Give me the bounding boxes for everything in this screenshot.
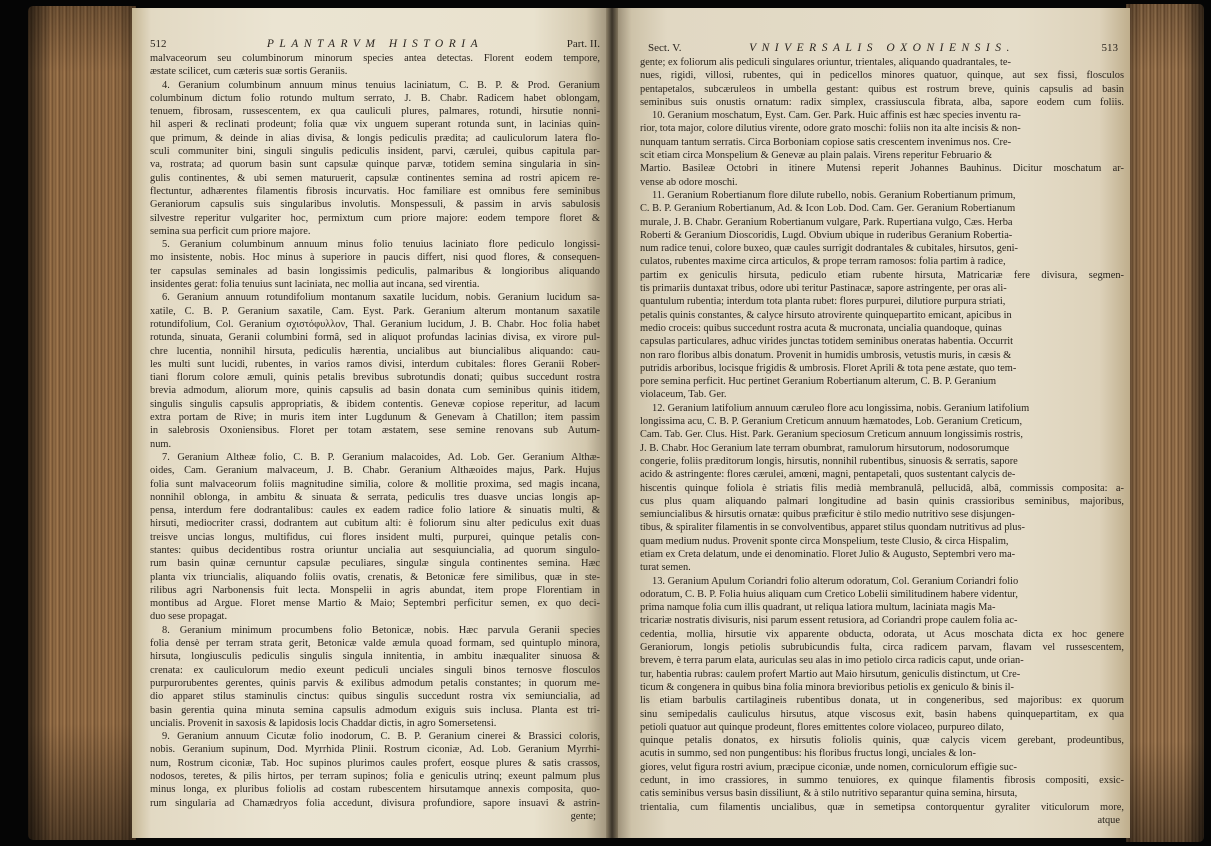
- running-title: PLANTARVM HISTORIA: [266, 38, 484, 50]
- text-line: basin gerentia quina minuta semina capsulis admodum exiguis suis inclusa. Planta est tri-: [150, 704, 600, 716]
- text-line: 12. Geranium latifolium annuum cæruleo flore acu longissima, nobis. Geranium latifolium: [652, 402, 1030, 414]
- text-line-row: [640, 681, 1124, 694]
- text-line: num radice tenui, colore buxeo, quæ caules surrigit dodrantales & cubitales, hirsutos, geni-: [640, 243, 1019, 255]
- text-line: congerie, foliis præditorum longis, hirsutis, nonnihil rubentibus, sinuosis & serratis, sapore: [640, 455, 1018, 467]
- text-line: Roberti & Geranium Dioscoridis, Lugd. Obvium ubique in ruderibus Geranium Robertia-: [640, 229, 1013, 241]
- text-line: sinu semipedalis cauliculus hirsutus, atque viscosus exit, basin habens quinquepartitam, ex qua: [640, 708, 1124, 720]
- text-line: 11. Geranium Robertianum flore dilute rubello, nobis. Geranium Robertianum primum,: [652, 189, 1016, 201]
- text-line: extra portam de Rive; in muris item inter Lugdunum & Genevam à Chatillon; item passim: [150, 412, 600, 424]
- spine-gutter: [606, 8, 618, 838]
- text-line-row: [150, 411, 600, 424]
- text-line: chre lucentia, nonnihil hirsuta, pediculis hærentia, uncialibus aut biuncialibus aliquando: cau-: [150, 345, 600, 357]
- text-line: rum basin quinæ cernuntur capsulæ peculiares, singulæ singula continentes semina. Hæc: [150, 558, 600, 570]
- text-line: partim ex geniculis hirsuta, pediculo etiam rubente hirsuta, Matricariæ fere divisura, segmen-: [640, 269, 1124, 281]
- paragraph: [150, 451, 600, 624]
- text-line: singulis singulis capsulis appropriatis, & ibidem contentis. Genevæ copiose reperitur, ad lacum: [150, 398, 600, 410]
- running-title: VNIVERSALIS OXONIENSIS.: [749, 42, 1015, 54]
- text-line: hil asperi & reclinati prodeunt; folia quæ vix unguem superant rotunda sunt, in lacinias quin-: [150, 119, 600, 131]
- text-line: nues, rigidi, villosi, rubentes, qui in pedicellos minores quatuor, quinque, aut sex fissi, flosculos: [640, 70, 1124, 82]
- text-line: brevia admodum, aliorum more, quinis capsulis ad basin donata cum seminibus quinis itidem,: [150, 385, 600, 397]
- page-number: 512: [150, 38, 167, 50]
- paragraph: [150, 238, 600, 291]
- text-line-row: [640, 694, 1124, 707]
- text-line: minus longa, ex pluribus foliolis ad costam rubescentem hirsutamque annexis composita, quo-: [150, 784, 600, 796]
- text-line-row: [150, 531, 600, 544]
- text-line: etiam ex Creta delatum, unde ei denominatio. Floret Julio & Augusto, Septembri vero ma-: [640, 548, 1016, 560]
- text-line: medio croceis: quibus succedunt rostra acuta & mucronata, uncialia quandoque, quinas: [640, 322, 1002, 334]
- running-head-left: [150, 37, 600, 51]
- text-line: turat semen.: [640, 562, 691, 574]
- text-line: flectuntur, adhærentes filamentis fibrosis incurvatis. Hoc familiare est omnibus fere seminibus: [150, 185, 600, 197]
- text-line: 8. Geranium minimum procumbens folio Betonicæ, nobis. Hæc parvula Geranii species: [162, 624, 600, 636]
- text-line-row: [150, 198, 600, 211]
- text-line-row: [150, 185, 600, 198]
- text-line-row: [150, 278, 600, 291]
- text-line: Geraniorum, longis petiolis subrubicundis fulta, circa radicem parvam, flavam vel russescentem,: [640, 642, 1124, 654]
- text-line: pore semina perficit. Huc pertinet Geranium Robertianum alterum, C. B. P. Geranium: [640, 376, 997, 388]
- text-line: tibus, & spiraliter filamentis in se convolventibus, apparet stilus quondam nutritivus ad plus-: [640, 522, 1025, 534]
- text-line-row: [640, 588, 1124, 601]
- text-line: malvaceorum seu columbinorum minorum species antea detectas. Florent eodem tempore,: [150, 53, 600, 64]
- paragraph: [640, 575, 1124, 814]
- text-line-row: [150, 92, 600, 105]
- page-number: 513: [1101, 42, 1118, 54]
- text-line: pentapetalos, subcæruleos in umbella gestant: quibus est rostrum breve, quinis capsulis ad basin: [640, 83, 1124, 95]
- text-line-row: [640, 388, 1124, 401]
- text-line-row: [640, 428, 1124, 441]
- text-line: rotundifolium, Col. Geranium σχιστόφυλλον, Thal. Geranium lucidum, J. B. Chabr. Hoc folia habet: [150, 318, 600, 330]
- text-line: 9. Geranium annuum Cicutæ folio inodorum, C. B. P. Geranium cinerei & Brassici coloris,: [162, 731, 600, 743]
- text-line: tenuem, fibrosam, russescentem, ex qua cauliculi plures, palmares, rotundi, hirsutie nonni-: [150, 106, 600, 118]
- text-line: cus plus quam aliquando palmari longitudine ad basin quinis crassioribus seminibus, majoribus,: [640, 495, 1124, 507]
- text-line-row: [640, 295, 1124, 308]
- text-line-row: [640, 269, 1124, 282]
- text-line: folia sunt malvaceorum foliis magnitudine similia, colore & mollitie proxima, sed magis incana,: [150, 478, 600, 490]
- text-line: nobis. Geranium supinum, Dod. Myrrhida Plinii. Rostrum ciconiæ, Ad. Lob. Geranium Myrrhi-: [150, 744, 600, 756]
- text-line-row: [640, 548, 1124, 561]
- text-line: columbinum dictum folio rotundo multum serrato, J. B. Chabr. Radicem habet oblongam,: [150, 92, 600, 104]
- text-line-row: [150, 384, 600, 397]
- text-line: culatos, rubentes maxime circa articulos, & prope terram ramosos: folia partim à radice,: [640, 256, 1006, 268]
- text-line-row: [150, 690, 600, 703]
- text-line-row: [150, 345, 600, 358]
- text-line: gulis continentes, & ubi semen maturuerit, capsulæ continentes semina ad rostri apicem re-: [150, 172, 600, 184]
- text-line-row: [640, 402, 1124, 415]
- text-line: violaceum, Tab. Ger.: [640, 389, 727, 401]
- text-line-row: [150, 664, 600, 677]
- catchword: gente;: [570, 810, 596, 822]
- text-line: hirsuta, longiusculis pediculis singulis singula innitentia, in ambitu inæqualiter sinuosa &: [150, 651, 600, 663]
- text-line-row: [640, 442, 1124, 455]
- text-line-row: [150, 584, 600, 597]
- text-line: folia densè per terram strata gerit, Betonicæ valde æmula quoad formam, sed quintuplo minora,: [150, 638, 600, 650]
- text-line: xatile, C. B. P. Geranium saxatile, Cam. Eyst. Park. Geranium alterum montanum saxatile: [150, 305, 600, 317]
- text-line-row: [640, 801, 1124, 814]
- text-line: tur, habentia rubras: caulem profert Martio aut Maio hirsutum, geniculis distinctum, ut Cre-: [640, 668, 1021, 680]
- text-line: 13. Geranium Apulum Coriandri folio alterum odoratum, Col. Geranium Coriandri folio: [652, 575, 1019, 587]
- text-line: silvestre reperitur vulgariter hoc, permixtum cum priore majore: eodem tempore floret &: [150, 212, 600, 224]
- text-line-row: [640, 761, 1124, 774]
- text-line: rum singularia ad Chamædryos folia accedunt, divisura profundiore, sapore insuavi & astrin-: [150, 797, 600, 809]
- text-line-row: [640, 122, 1124, 135]
- text-line: J. B. Chabr. Hoc Geranium late terram obumbrat, ramulorum hirsutorum, nodosorumque: [640, 442, 1010, 454]
- text-line-row: [640, 162, 1124, 175]
- text-line: rotunda, sinuata, Geranii columbini formâ, sed in aliquot profundas lacinias divisa, ex virore pul-: [150, 332, 600, 344]
- text-line: que primum, & deinde in alias divisa, & longis pediculis prædita; ad cauliculorum latera flo-: [150, 132, 600, 144]
- text-line: Cam. Tab. Ger. Clus. Hist. Park. Geranium speciosum Creticum annuum longissimis rostris,: [640, 429, 1023, 441]
- text-line-row: [640, 508, 1124, 521]
- text-line: lis etiam barbulis cartilagineis rubentibus donata, ut in congeneribus, sed majoribus: ex quorum: [640, 695, 1124, 707]
- text-line-row: [640, 136, 1124, 149]
- text-line: ticum & congenera in quibus bina folia minora brevioribus petiolis ex geniculo & binis il-: [640, 681, 1014, 693]
- text-line: rilibus agri Narbonensis fuit lecta. Monspelii in agris abundat, item prope Florentiam in: [150, 584, 600, 596]
- text-line-row: [640, 601, 1124, 614]
- text-line-row: [150, 571, 600, 584]
- text-line: num.: [150, 438, 172, 450]
- text-line-row: [150, 438, 600, 451]
- text-line-row: [640, 415, 1124, 428]
- text-line-row: [150, 770, 600, 783]
- text-line: montibus ad Argue. Floret mense Martio & Maio; Septembri perficitur semen, ex quo deci-: [150, 598, 600, 610]
- text-line-row: [640, 734, 1124, 747]
- text-line-row: [640, 202, 1124, 215]
- text-line-row: [640, 708, 1124, 721]
- text-line-row: [150, 797, 600, 810]
- text-line-row: [640, 575, 1124, 588]
- text-line: Geraniorum capsulis suis singularibus involutis. Monspessuli, & passim in arvis sabulosis: [150, 199, 600, 211]
- paragraph: [150, 624, 600, 730]
- left-page-text: [150, 52, 600, 823]
- text-line-row: [640, 628, 1124, 641]
- text-line: quinque petalis donatos, ex hirsutis foliolis quinis, quæ calycis vicem gerebant, prodeuntibus,: [640, 735, 1124, 747]
- text-line-row: [150, 757, 600, 770]
- text-line: hirsuti, mediocriter crassi, dodrantem aut cubitum alti: è foliorum sinu alter pediculus exit duas: [150, 518, 600, 530]
- text-line: mo insistente, nobis. Hoc minus à superiore in paucis differt, nisi quod flores, & consequen-: [150, 252, 600, 264]
- text-line-row: [150, 730, 600, 743]
- text-line: brevem, è terra parum elata, auriculas seu alas in imo petiolo circa radicis caput, unde orian-: [640, 655, 1024, 667]
- text-line: odoratum, C. B. P. Folia huius aliquam cum Cretico Lobelii similitudinem habere videntur,: [640, 588, 1018, 600]
- text-line: trientalia, cum filamentis uncialibus, quæ in semetipsa contorquentur gyraliter viticulorum more,: [640, 801, 1124, 813]
- text-line-row: [150, 451, 600, 464]
- text-line: purpurorubentes gerentes, quinis parvis & exilibus admodum petalis constantes; in quorum me-: [150, 677, 600, 689]
- text-line-row: [640, 69, 1124, 82]
- text-line-row: [150, 624, 600, 637]
- text-line-row: [640, 229, 1124, 242]
- text-line-row: [150, 145, 600, 158]
- text-line-row: [640, 282, 1124, 295]
- text-line: seminibus suis onustis ornatum: radix simplex, crassiuscula fibrata, alba, sapore eodem cum foliis.: [640, 96, 1124, 108]
- text-line: giores, velut figura rostri avium, præcipue ciconiæ, unde nomen, corniculorum effigie suc-: [640, 761, 1017, 773]
- text-line: semina sua perficit cum priore majore.: [150, 225, 311, 237]
- text-line-row: [640, 309, 1124, 322]
- text-line: vense ab odore moschi.: [640, 176, 738, 188]
- paragraph: [640, 402, 1124, 575]
- text-line-row: [150, 504, 600, 517]
- text-line: acutis in summo, sed non pungentibus: his floribus fructus longi, unciales & lon-: [640, 748, 976, 760]
- text-line-row: [640, 349, 1124, 362]
- text-line: va, rostrata; ad quorum basin sunt capsulæ quinque parvæ, totidem semina singularia in sin-: [150, 159, 600, 171]
- text-line-row: [150, 637, 600, 650]
- text-line: planta vix triuncialis, aliquando foliis ovatis, crenatis, & Betonicæ fere similibus, quæ in ste-: [150, 571, 600, 583]
- text-line: capsulas particulares, adhuc virides junctas totidem seminibus oneratas habentia. Occurrit: [640, 336, 1014, 348]
- text-line: hiscentis quinque foliola è striatis filis medià membranulâ, pellucidâ, albâ, commissis composita: a-: [640, 482, 1124, 494]
- text-line-row: [150, 52, 600, 65]
- text-line-row: [150, 172, 600, 185]
- paragraph: [640, 109, 1124, 189]
- text-line-row: [150, 371, 600, 384]
- text-line-row: [150, 478, 600, 491]
- text-line-row: [150, 398, 600, 411]
- text-line: crenata: ex cauliculorum medio exeunt pediculi unciales singuli binos ternosve flosculos: [150, 664, 600, 676]
- text-line: treisve uncias longus, multifidus, cui flores insident multi, purpurei, quinque petalis con-: [150, 531, 600, 543]
- text-line-row: [640, 521, 1124, 534]
- text-line: quantulum rubentia; interdum tota planta rubet: flores purpurei, dilutiore purpura striati,: [640, 296, 1006, 308]
- text-line: 6. Geranium annuum rotundifolium montanum saxatile lucidum, nobis. Geranium lucidum sa-: [162, 292, 600, 304]
- fore-edge-right: [1126, 4, 1204, 842]
- text-line-row: [150, 704, 600, 717]
- text-line: nonnihil oblonga, in ambitu & sinuata & serrata, pediculis tres duasve uncias longis ap-: [150, 491, 600, 503]
- text-line-row: [640, 83, 1124, 96]
- text-line: tis primariis duntaxat tribus, odore ubi teritur Pastinacæ, sapore astringente, per oras ali-: [640, 283, 1007, 295]
- paragraph: [150, 79, 600, 239]
- text-line-row: [640, 535, 1124, 548]
- text-line-row: [640, 654, 1124, 667]
- text-line-row: [150, 225, 600, 238]
- text-line: insidentes gerat: folia tenuius sunt laciniata, nec mollia aut incana, sed virentia.: [150, 279, 480, 291]
- text-line-row: [150, 318, 600, 331]
- text-line: C. B. P. Geranium Robertianum, Ad. & Icon Lob. Dod. Cam. Ger. Geranium Robertianum: [640, 203, 1016, 215]
- text-line: 7. Geranium Altheæ folio, C. B. P. Geranium malacoides, Ad. Lob. Ger. Geranium Althæ-: [162, 451, 600, 463]
- text-line: murale, J. B. Chabr. Geranium Robertianum vulgare, Park. Rupertiana vulgo, Cæs. Herba: [640, 216, 1013, 228]
- text-line-row: [150, 743, 600, 756]
- text-line: cedentia, mollia, hirsutie vix apparente obducta, odorata, ut Acus moschata dicta ex hoc genere: [640, 628, 1124, 640]
- text-line-row: [640, 495, 1124, 508]
- text-line-row: [150, 291, 600, 304]
- catchword: atque: [1097, 814, 1120, 826]
- text-line: petioli quatuor aut quinque prodeunt, flores emittentes colore violaceo, purpureo dilato,: [640, 721, 1004, 733]
- text-line-row: [640, 774, 1124, 787]
- text-line-row: [640, 375, 1124, 388]
- text-line: longissima acu, C. B. P. Geranium Creticum annuum hæmatodes, Lob. Geranium Creticum,: [640, 416, 1023, 428]
- text-line: putridis arboribus, locisque frigidis & umbrosis. Floret Aprili & tota pene æstate, quo tem-: [640, 362, 1017, 374]
- text-line: Martio. Basileæ Octobri in itinere Mutensi reperit Johannes Bauhinus. Dicitur moschatum ar-: [640, 163, 1124, 175]
- text-line-row: [640, 641, 1124, 654]
- text-line-row: [640, 614, 1124, 627]
- text-line: petalis quinis constantes, & calyce hirsuto atrovirente quinquepartito emicant, apicibus in: [640, 309, 1012, 321]
- text-line: æstate scilicet, cum cæteris suæ sortis Geraniis.: [150, 66, 348, 78]
- text-line: ter capsulas seminales ad basin longissimis pediculis, palmaribus & longioribus aliquando: [150, 265, 600, 277]
- text-line-row: [150, 517, 600, 530]
- text-line-row: [150, 783, 600, 796]
- text-line: sculi communiter bini, singuli singulis pediculis insident, parvi, cærulei, quibus capitula par-: [150, 146, 600, 158]
- text-line-row: [150, 650, 600, 663]
- text-line-row: [150, 491, 600, 504]
- text-line-row: [150, 105, 600, 118]
- text-line: catis seminibus versus basin dissiliunt, & à stilo nutritivo separantur quina semina, hirsuta,: [640, 788, 1018, 800]
- text-line-row: [150, 132, 600, 145]
- text-line-row: [150, 212, 600, 225]
- text-line: pensa, interdum fere dodrantalibus: caules ex eadem radice folio latiore & sinuatis multi, &: [150, 505, 600, 517]
- text-line: stantes: quibus decidentibus rostra oriuntur uncialia aut sesquiuncialia, ad quorum singulo-: [150, 544, 600, 556]
- text-line-row: [640, 747, 1124, 760]
- continued-paragraph: [640, 56, 1124, 109]
- text-line: uncialis. Provenit in saxosis & lapidosis locis Chaddar dictis, in agro Somersetensi.: [150, 717, 497, 729]
- text-line-row: [150, 597, 600, 610]
- text-line: 4. Geranium columbinum annuum minus tenuius laciniatum, C. B. P. & Prod. Geranium: [162, 79, 600, 91]
- continued-paragraph: [150, 52, 600, 79]
- text-line-row: [150, 158, 600, 171]
- text-line-row: [150, 305, 600, 318]
- paragraph: [150, 730, 600, 810]
- text-line-row: [150, 265, 600, 278]
- text-line: gente; ex foliorum alis pediculi singulares oriuntur, trientales, aliquando quadrantales, te-: [640, 57, 1011, 68]
- text-line-row: [150, 464, 600, 477]
- running-head-right: [640, 41, 1124, 55]
- paragraph: [640, 189, 1124, 402]
- text-line-row: [640, 322, 1124, 335]
- text-line: scit etiam circa Monspelium & Genevæ au plain palais. Virens reperitur Februario &: [640, 150, 993, 162]
- text-line: acido & astringente: flores cærulei, amœni, magni, pentapetali, quos sustentant calycis de-: [640, 469, 1016, 481]
- text-line: tiani florum colore æmuli, quinis petalis brevibus subrotundis donati; quibus succedunt rostra: [150, 372, 600, 384]
- text-line-row: [640, 668, 1124, 681]
- text-line: semiuncialibus & hirsutis ornatæ: quibus præficitur è stilo medio nutritivo sese disjungen-: [640, 509, 1015, 521]
- text-line-row: [640, 189, 1124, 202]
- paragraph: [150, 291, 600, 451]
- text-line-row: [150, 424, 600, 437]
- right-page-text: [640, 56, 1124, 827]
- text-line: oides, Cam. Geranium malvaceum, J. B. Chabr. Geranium Althæoides majus, Park. Hujus: [150, 465, 600, 477]
- text-line-row: [150, 717, 600, 730]
- text-line-row: [640, 335, 1124, 348]
- text-line-row: [640, 362, 1124, 375]
- text-line: rior, tota major, colore dilutius virente, odore grato moschi: foliis non ita alte incisis & non-: [640, 123, 1021, 135]
- text-line: 10. Geranium moschatum, Eyst. Cam. Ger. Park. Huic affinis est hæc species inventu ra-: [652, 110, 1021, 122]
- text-line-row: [150, 677, 600, 690]
- text-line-row: [640, 468, 1124, 481]
- text-line-row: [150, 118, 600, 131]
- part-label: Part. II.: [566, 38, 600, 50]
- text-line-row: [640, 109, 1124, 122]
- text-line-row: [640, 721, 1124, 734]
- section-label: Sect. V.: [648, 42, 682, 54]
- text-line-row: [150, 544, 600, 557]
- text-line-row: [640, 561, 1124, 574]
- text-line-row: [150, 557, 600, 570]
- text-line-row: [640, 255, 1124, 268]
- text-line: nodosos, teretes, & pilis hirtos, per terram supinos; folia e geniculis utrinq; exeunt palmum plus: [150, 771, 600, 783]
- text-line-row: [640, 787, 1124, 800]
- text-line: duo sese propagat.: [150, 611, 228, 623]
- text-line: tricariæ nostratis divisuris, nisi parum essent retusiora, ad Coriandri prope caulem folia ac-: [640, 615, 1018, 627]
- text-line: dio apparet stilus staminulis cinctus: quibus singulis succedunt rostra vix semiuncialia, ad: [150, 691, 600, 703]
- text-line-row: [150, 65, 600, 78]
- text-line: 5. Geranium columbinum annuum minus folio tenuius laciniato flore pediculo longissi-: [162, 239, 600, 251]
- text-line-row: [150, 238, 600, 251]
- text-line-row: [640, 482, 1124, 495]
- text-line-row: [640, 176, 1124, 189]
- text-line-row: [640, 96, 1124, 109]
- text-line-row: [640, 56, 1124, 69]
- text-line-row: [640, 242, 1124, 255]
- text-line-row: [150, 610, 600, 623]
- text-line: non raro floribus albis donatum. Provenit in humidis umbrosis, vetustis muris, in cæsis &: [640, 349, 1012, 361]
- text-line-row: [640, 216, 1124, 229]
- text-line-row: [150, 331, 600, 344]
- text-line: quam medium nudus. Provenit sponte circa Monspelium, teste Clusio, & circa Hispalim,: [640, 535, 1009, 547]
- text-line: in salebrosis Oxoniensibus. Floret per totam æstatem, sese semine renovans sub Autum-: [150, 425, 600, 437]
- text-line-row: [150, 358, 600, 371]
- text-line-row: [150, 79, 600, 92]
- text-line-row: [150, 251, 600, 264]
- fore-edge-left: [28, 6, 136, 840]
- text-line: prima namque folia cum illis quadrant, ut reliqua latiora multum, laciniata magis Ma-: [640, 602, 996, 614]
- text-line: les multi sunt lucidi, rubentes, in varios ramos divisi, interdum cubitales: flores Geranii Rober-: [150, 358, 600, 370]
- text-line-row: [640, 455, 1124, 468]
- text-line-row: [640, 149, 1124, 162]
- text-line: cedunt, in imo crassiores, in summo tenuiores, ex quinque filamentis fibrosis compositi, exsic-: [640, 775, 1124, 787]
- text-line: num, Rostrum ciconiæ, Tab. Hoc supinos plurimos caules profert, eosque plures & satis crassos,: [150, 757, 600, 769]
- text-line: nunquam tantum serratis. Circa Borboniam copiose satis crescentem invenimus nos. Cre-: [640, 136, 1012, 148]
